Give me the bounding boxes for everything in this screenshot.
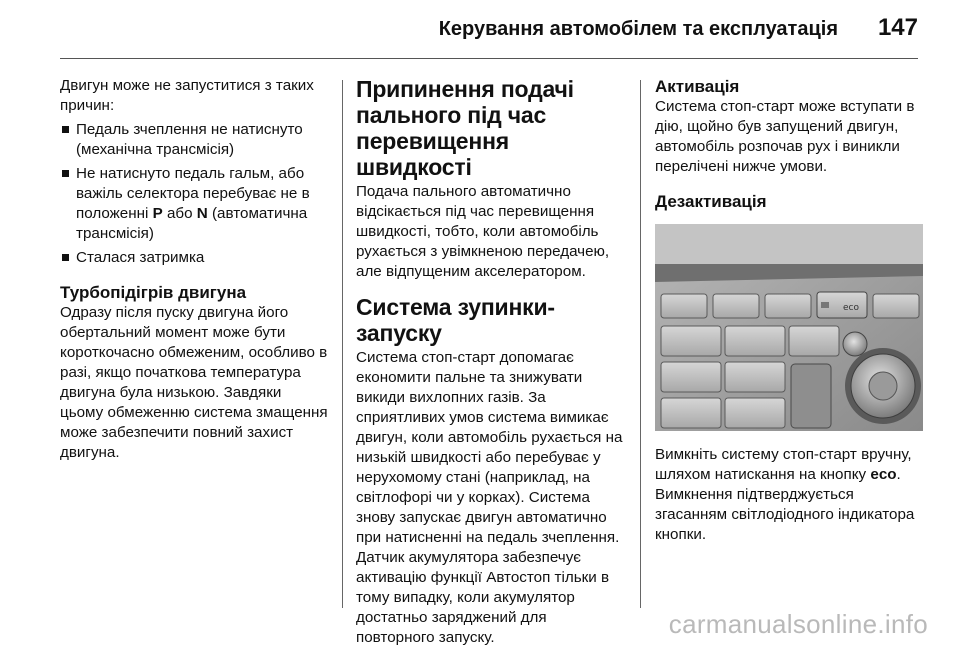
list-item-text: Сталася затримка <box>76 249 205 266</box>
column-1 <box>60 76 328 463</box>
column-2 <box>356 76 628 648</box>
deactivation-text-part: Вимкніть систему стоп-старт вручну, шляхом натискання на кнопку <box>655 446 912 483</box>
bullet-icon <box>62 170 69 177</box>
watermark: carmanualsonline.info <box>668 609 928 639</box>
deactivation-heading: Дезактивація <box>655 192 767 211</box>
gear-position-n: N <box>196 205 208 222</box>
stop-start-heading: Система зупинки-запуску <box>356 294 555 346</box>
list-item <box>60 120 328 160</box>
eco-button-label: eco <box>843 303 859 313</box>
list-item-text: (автоматична трансмісія) <box>76 205 308 242</box>
list-item-text: або <box>162 205 197 222</box>
page-number: 147 <box>877 14 918 41</box>
column-3 <box>655 76 923 545</box>
gear-position-p: P <box>152 205 163 222</box>
turbo-heading: Турбопідігрів двигуна <box>60 283 247 302</box>
eco-button-reference: eco <box>870 466 897 483</box>
list-item-text: Педаль зчеплення не натиснуто (механічна трансмісія) <box>76 121 303 158</box>
activation-text: Система стоп-старт може вступати в дію, щойно був запущений двигун, автомобіль розпочав рух і виникли перелічені нижче умови. <box>655 98 915 175</box>
column-divider <box>342 80 343 608</box>
list-item <box>60 248 328 268</box>
bullet-icon <box>62 254 69 261</box>
bullet-icon <box>62 126 69 133</box>
reasons-list <box>60 120 328 268</box>
list-item-text: Не натиснуто педаль гальм, або важіль селектора перебуває не в положенні <box>76 165 310 222</box>
fuel-cutoff-text: Подача пального автоматично відсікається під час перевищення швидкості, тобто, коли автомобіль рухається з увімкненою передачею, але відпущеним акселератором. <box>356 183 610 280</box>
turbo-text: Одразу після пуску двигуна його обертальний момент може бути короткочасно обмеженим, особливо в разі, якщо початкова температура двигуна була низькою. Завдяки цьому обмеженню система змащення може забезпечити повний захист двигуна. <box>60 304 328 461</box>
activation-heading: Активація <box>655 77 740 96</box>
column-divider <box>640 80 641 608</box>
deactivation-text <box>655 445 923 545</box>
intro-text: Двигун може не запуститися з таких причин: <box>60 77 314 114</box>
page-header-title: Керування автомобілем та експлуатація <box>438 18 838 40</box>
header-divider <box>60 58 918 59</box>
fuel-cutoff-heading: Припинення подачі пального під час перевищення швидкості <box>356 76 574 180</box>
list-item <box>60 164 328 244</box>
stop-start-text: Система стоп-старт допомагає економити пальне та знижувати викиди вихлопних газів. За сприятливих умов система вимикає двигун, коли автомобіль рухається на низькій швидкості або перебуває у нерухомому стані (наприклад, на світлофорі чи у корках). Система знову запускає двигун автоматично при натисненні на педаль зчеплення. Датчик акумулятора забезпечує активацію функції Автостоп тільки в тому випадку, коли акумулятор достатньо заряджений для повторного запуску. <box>356 349 623 646</box>
control-panel-photo <box>655 224 923 431</box>
control-panel-illustration <box>655 224 923 431</box>
deactivation-text-part: . Вимкнення підтверджується згасанням світлодіодного індикатора кнопки. <box>655 466 915 543</box>
